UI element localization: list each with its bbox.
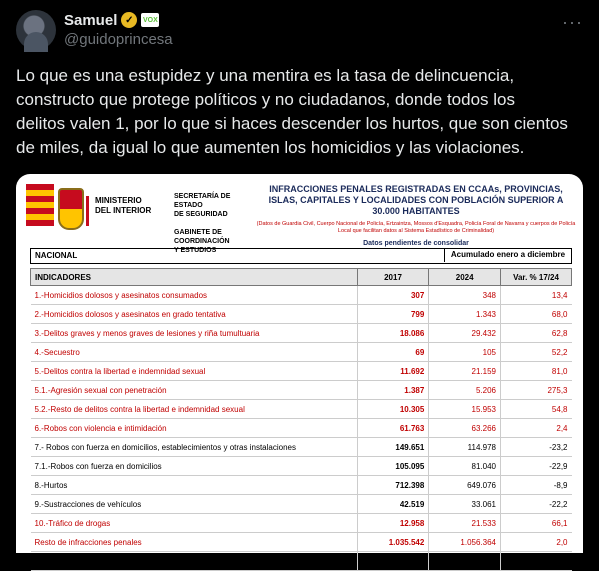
row-label: 10.-Tráfico de drogas xyxy=(31,514,358,533)
secretaria-label: SECRETARÍA DE ESTADO DE SEGURIDAD GABINETE DE COORDINACIÓN Y ESTUDIOS xyxy=(174,193,231,254)
value-2017: 1.387 xyxy=(357,381,429,400)
value-2024: 15.953 xyxy=(429,400,501,419)
display-name[interactable]: Samuel xyxy=(64,11,118,29)
value-2017: 11.692 xyxy=(357,362,429,381)
value-variation: 13,4 xyxy=(501,286,572,305)
table-body xyxy=(31,286,572,571)
tweet-text: Lo que es una estupidez y una mentira es la tasa de delincuencia, constructo que protege políticos y no ciudadanos, donde todos los delitos valen 1, por lo que si haces descender los hurtos, que son cientos de miles, da igual lo que aumenten los homicidios y las violaciones. xyxy=(16,66,568,157)
table-row xyxy=(31,381,572,400)
value-variation: 68,0 xyxy=(501,305,572,324)
row-label: 1.-Homicidios dolosos y asesinatos consumados xyxy=(31,286,358,305)
value-variation: 62,8 xyxy=(501,324,572,343)
value-variation: -22,9 xyxy=(501,457,572,476)
value-2017: 18.086 xyxy=(357,324,429,343)
value-variation: -2,7 xyxy=(501,552,572,571)
header-2017: 2017 xyxy=(357,269,429,286)
row-label: 3.-Delitos graves y menos graves de lesiones y riña tumultuaria xyxy=(31,324,358,343)
value-variation: -8,9 xyxy=(501,476,572,495)
table-row xyxy=(31,514,572,533)
value-variation: 54,8 xyxy=(501,400,572,419)
row-label: 4.-Secuestro xyxy=(31,343,358,362)
value-variation: 275,3 xyxy=(501,381,572,400)
verified-badge-icon: ✓ xyxy=(121,12,137,28)
row-label: 5.2.-Resto de delitos contra la libertad e indemnidad sexual xyxy=(31,400,358,419)
value-2017: 69 xyxy=(357,343,429,362)
row-label: TOTAL INFRACCIONES PENALES xyxy=(31,552,358,571)
table-row xyxy=(31,400,572,419)
affiliation-badge-icon[interactable]: VOX xyxy=(141,13,159,27)
value-2024: 29.432 xyxy=(429,324,501,343)
ministry-name: MINISTERIO DEL INTERIOR xyxy=(86,196,165,226)
value-2024: 21.159 xyxy=(429,362,501,381)
value-2017: 1.035.542 xyxy=(357,533,429,552)
value-2017: 105.095 xyxy=(357,457,429,476)
scope-row xyxy=(30,248,572,264)
table-row xyxy=(31,362,572,381)
table-row xyxy=(31,552,572,571)
value-variation: 66,1 xyxy=(501,514,572,533)
value-2024: 1.990.575 xyxy=(429,552,501,571)
document-pending-note: Datos pendientes de consolidar xyxy=(363,240,469,247)
more-options-icon[interactable]: ··· xyxy=(562,12,583,32)
ministry-logo xyxy=(26,184,166,236)
value-2017: 712.398 xyxy=(357,476,429,495)
row-label: 6.-Robos con violencia e intimidación xyxy=(31,419,358,438)
value-variation: 2,0 xyxy=(501,533,572,552)
value-2017: 307 xyxy=(357,286,429,305)
table-row xyxy=(31,495,572,514)
row-label: 7.- Robos con fuerza en domicilios, establecimientos y otras instalaciones xyxy=(31,438,358,457)
row-label: 5.-Delitos contra la libertad e indemnidad sexual xyxy=(31,362,358,381)
value-2024: 63.266 xyxy=(429,419,501,438)
value-2024: 81.040 xyxy=(429,457,501,476)
value-2024: 33.061 xyxy=(429,495,501,514)
row-label: 9.-Sustracciones de vehículos xyxy=(31,495,358,514)
value-2024: 114.978 xyxy=(429,438,501,457)
value-2024: 1.343 xyxy=(429,305,501,324)
value-variation: -22,2 xyxy=(501,495,572,514)
value-variation: 52,2 xyxy=(501,343,572,362)
header-2024: 2024 xyxy=(429,269,501,286)
value-2024: 1.056.364 xyxy=(429,533,501,552)
user-handle[interactable]: @guidoprincesa xyxy=(64,31,173,48)
row-label: 7.1.-Robos con fuerza en domicilios xyxy=(31,457,358,476)
header-variation: Var. % 17/24 xyxy=(501,269,572,286)
value-2017: 2.045.784 xyxy=(357,552,429,571)
table-row xyxy=(31,533,572,552)
table-row xyxy=(31,286,572,305)
table-row xyxy=(31,343,572,362)
row-label: 2.-Homicidios dolosos y asesinatos en grado tentativa xyxy=(31,305,358,324)
table-header-row xyxy=(31,269,572,286)
header-indicators: INDICADORES xyxy=(31,269,358,286)
value-2024: 348 xyxy=(429,286,501,305)
table-row xyxy=(31,305,572,324)
value-2024: 21.533 xyxy=(429,514,501,533)
document-sources: (Datos de Guardia Civil, Cuerpo Nacional de Policía, Ertzaintza, Mossos d'Esquadra, Policía Foral de Navarra y cuerpos de Policía Local que facilitan datos al Sistema Estadístico de Criminalidad) xyxy=(256,221,576,234)
avatar[interactable] xyxy=(16,10,56,50)
row-label: 5.1.-Agresión sexual con penetración xyxy=(31,381,358,400)
value-2024: 105 xyxy=(429,343,501,362)
row-label: Resto de infracciones penales xyxy=(31,533,358,552)
value-variation: 81,0 xyxy=(501,362,572,381)
period-label: Acumulado enero a diciembre xyxy=(444,248,571,262)
table-row xyxy=(31,419,572,438)
table-row xyxy=(31,476,572,495)
value-2024: 649.076 xyxy=(429,476,501,495)
scope-label: NACIONAL xyxy=(35,251,78,260)
tweet-header xyxy=(16,10,583,54)
value-2017: 12.958 xyxy=(357,514,429,533)
coat-of-arms-icon xyxy=(58,188,84,230)
value-2017: 61.763 xyxy=(357,419,429,438)
value-2024: 5.206 xyxy=(429,381,501,400)
crime-table xyxy=(30,268,572,571)
value-2017: 10.305 xyxy=(357,400,429,419)
table-row xyxy=(31,324,572,343)
value-2017: 42.519 xyxy=(357,495,429,514)
table-row xyxy=(31,438,572,457)
spain-flag-icon xyxy=(26,184,54,230)
value-2017: 799 xyxy=(357,305,429,324)
document-title: INFRACCIONES PENALES REGISTRADAS EN CCAAs, PROVINCIAS, ISLAS, CAPITALES Y LOCALIDADES CON POBLACIÓN SUPERIOR A 30.000 HABITANTES xyxy=(268,184,564,216)
table-row xyxy=(31,457,572,476)
attached-image[interactable] xyxy=(16,174,583,566)
document-header xyxy=(16,174,583,254)
row-label: 8.-Hurtos xyxy=(31,476,358,495)
value-2017: 149.651 xyxy=(357,438,429,457)
value-variation: 2,4 xyxy=(501,419,572,438)
name-row xyxy=(64,10,159,30)
value-variation: -23,2 xyxy=(501,438,572,457)
document-title-block xyxy=(256,184,576,247)
